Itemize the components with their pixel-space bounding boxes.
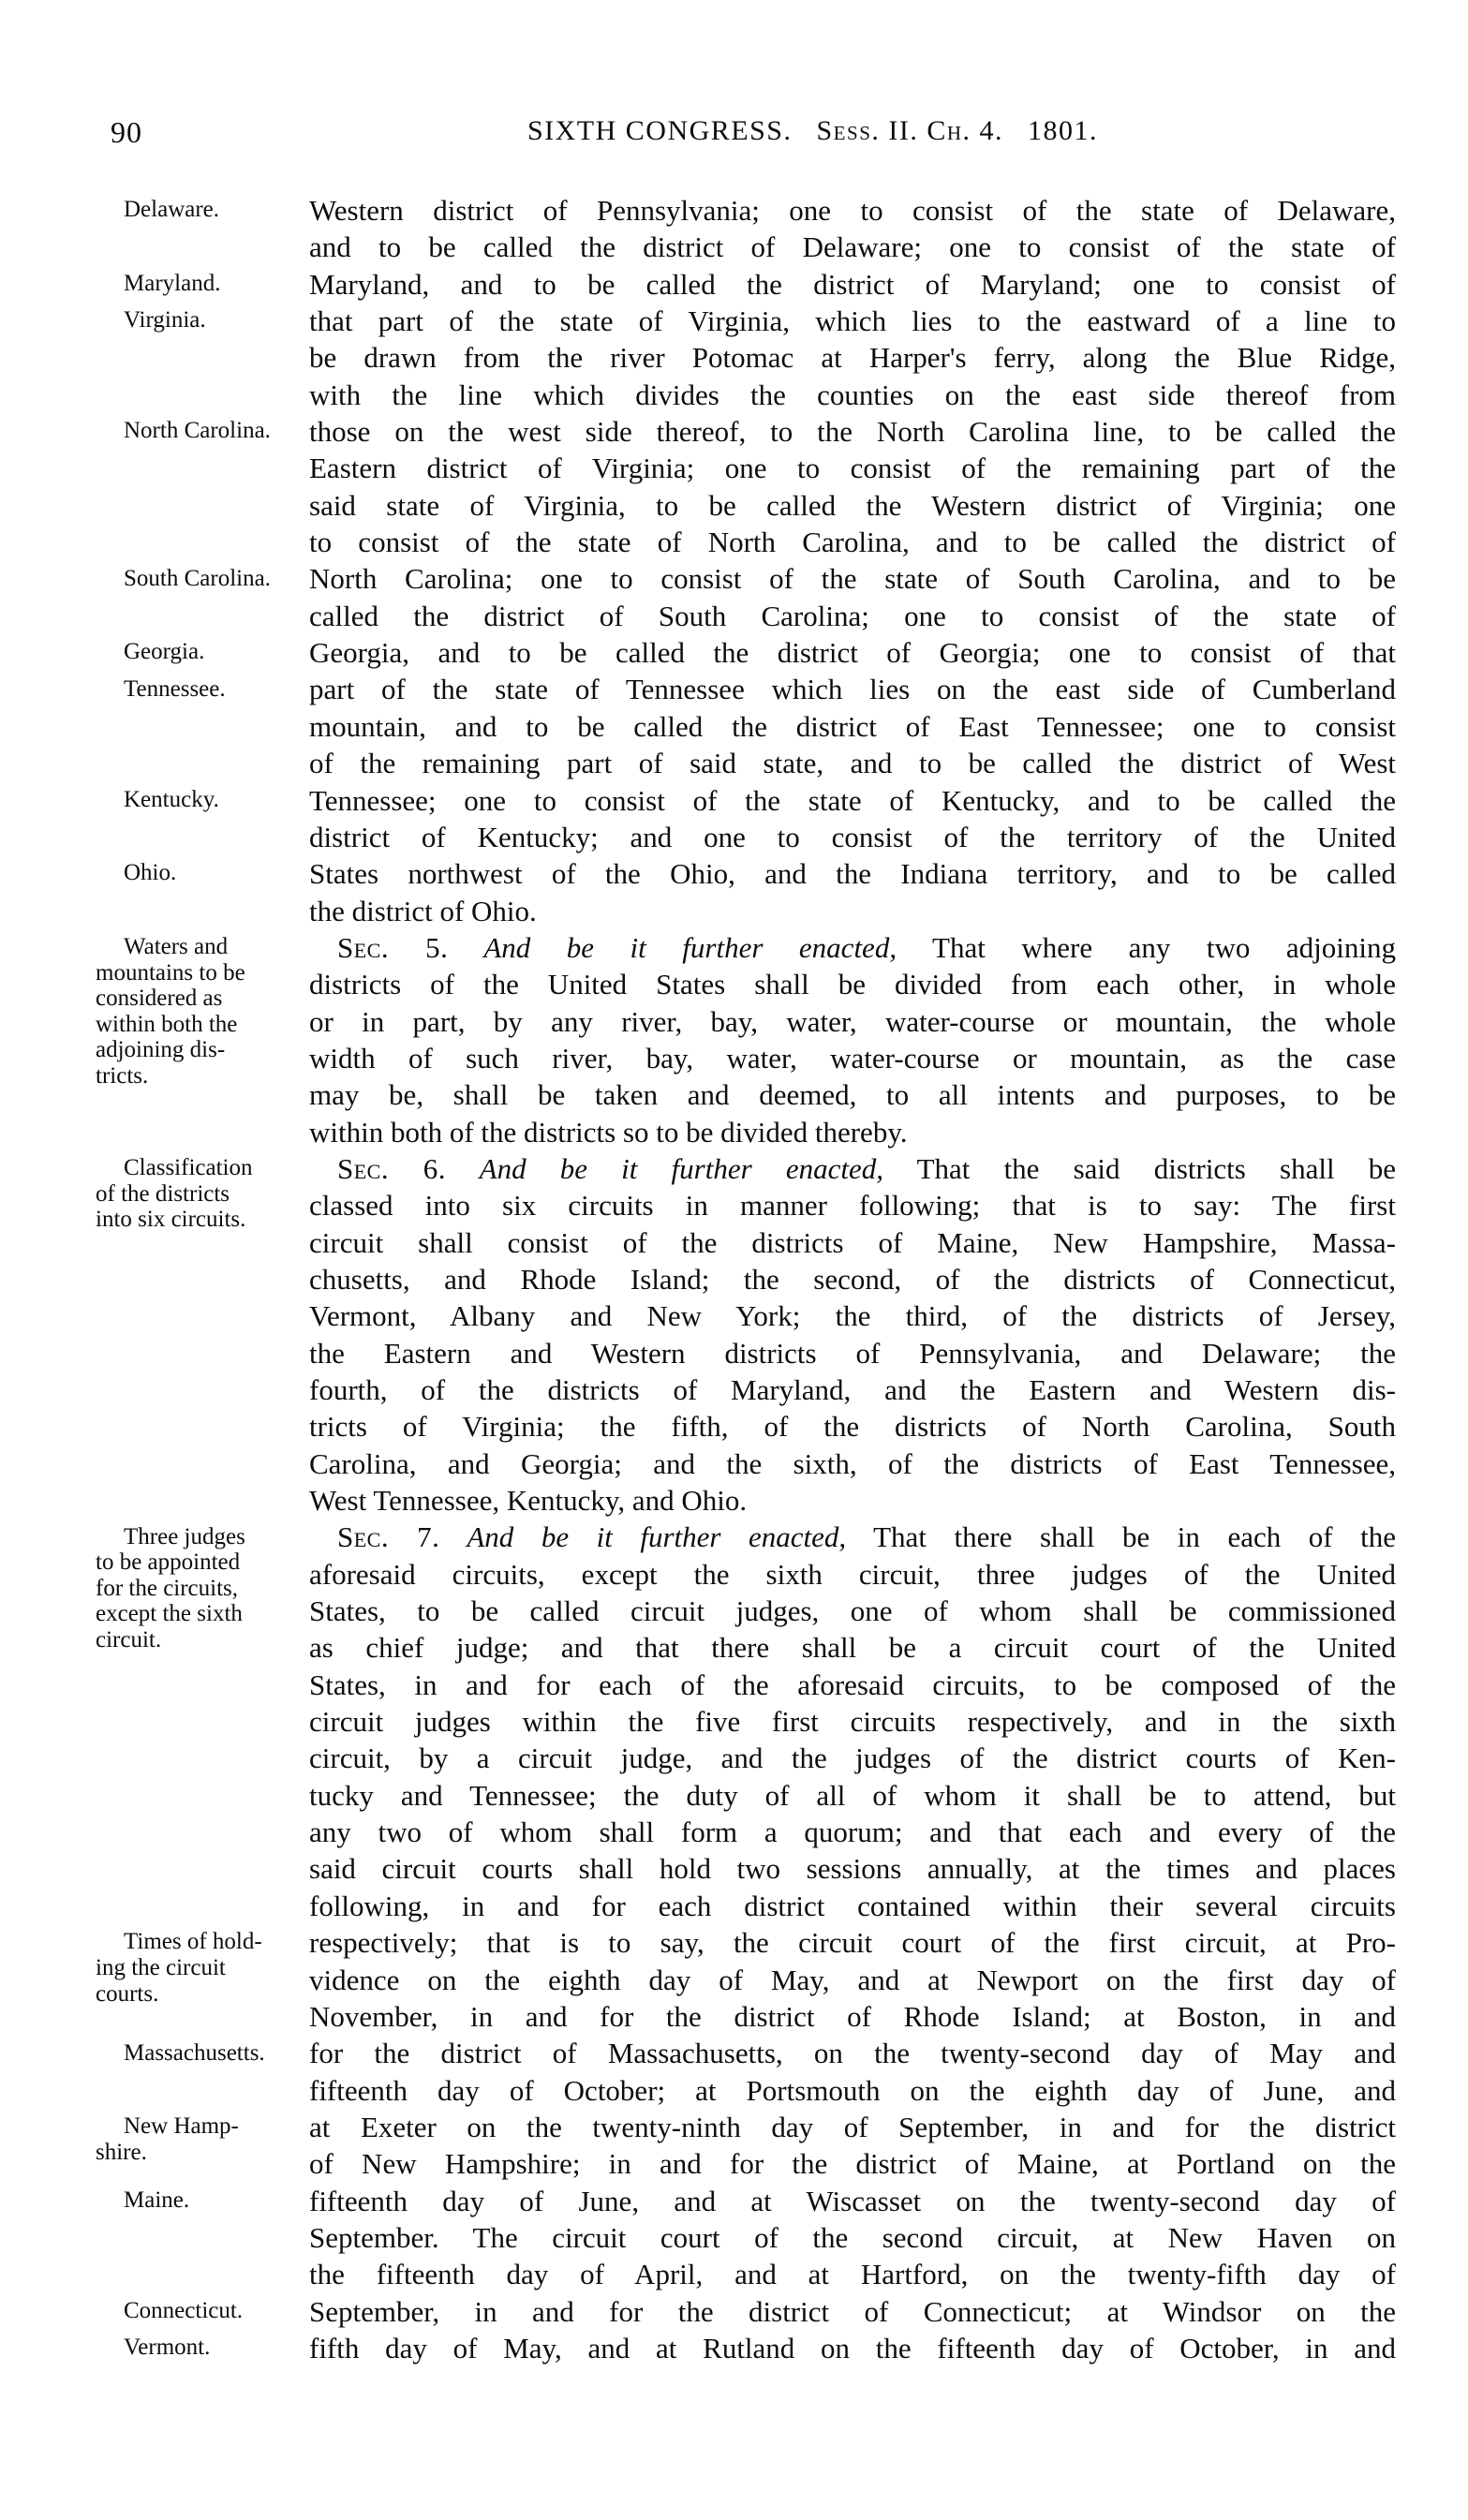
body-line: chusetts, and Rhode Island; the second, of the districts of Connecticut, (309, 1262, 1396, 1296)
margin-note: Virginia. (124, 307, 206, 334)
body-line: the district of Ohio. (309, 894, 537, 927)
body-line: Carolina, and Georgia; and the sixth, of the districts of East Tennessee, (309, 1446, 1396, 1480)
body-line: of New Hampshire; in and for the district of Maine, at Portland on the (309, 2147, 1396, 2181)
body-line (309, 1519, 1396, 1555)
body-line (309, 929, 1396, 966)
body-line: at Exeter on the twenty-ninth day of September, in and for the district (309, 2110, 1396, 2143)
margin-note: Ohio. (124, 860, 177, 886)
body-line: may be, shall be taken and deemed, to all intents and purposes, to be (309, 1078, 1396, 1112)
margin-note: Vermont. (124, 2335, 211, 2361)
margin-note: South Carolina. (124, 565, 271, 591)
body-line: vidence on the eighth day of May, and at Newport on the first day of (309, 1963, 1396, 1996)
body-line: and to be called the district of Delaware; one to consist of the state of (309, 230, 1396, 264)
body-line: circuit, by a circuit judge, and the judges of the district courts of Ken- (309, 1742, 1396, 1775)
body-line (309, 1150, 1396, 1187)
body-text (309, 192, 1396, 2366)
body-line: mountain, and to be called the district of East Tennessee; one to consist (309, 709, 1396, 743)
body-line: tricts of Virginia; the fifth, of the districts of North Carolina, South (309, 1410, 1396, 1444)
body-line: fourth, of the districts of Maryland, and the Eastern and Western dis- (309, 1373, 1396, 1406)
body-line: respectively; that is to say, the circuit court of the first circuit, at Pro- (309, 1926, 1396, 1960)
running-header (309, 114, 1316, 148)
body-line: Eastern district of Virginia; one to consist of the remaining part of the (309, 452, 1396, 485)
body-line: States northwest of the Ohio, and the Indiana territory, and to be called (309, 857, 1396, 891)
body-line: with the line which divides the counties on the east side thereof from (309, 378, 1396, 411)
body-line: following, in and for each district contained within their several circuits (309, 1889, 1396, 1922)
body-line: that part of the state of Virginia, which lies to the eastward of a line to (309, 304, 1396, 338)
body-line: September. The circuit court of the second circuit, at New Haven on (309, 2220, 1396, 2254)
body-line: width of such river, bay, water, water-course or mountain, as the case (309, 1041, 1396, 1075)
body-line: November, in and for the district of Rhode Island; at Boston, in and (309, 1999, 1396, 2033)
margin-note: Kentucky. (124, 786, 219, 812)
body-line: the Eastern and Western districts of Pennsylvania, and Delaware; the (309, 1336, 1396, 1370)
margin-note: Three judges to be appointed for the circuits, except the sixth circuit. (96, 1523, 245, 1653)
body-line: tucky and Tennessee; the duty of all of whom it shall be to attend, but (309, 1778, 1396, 1812)
body-line: States, to be called circuit judges, one of whom shall be commissioned (309, 1594, 1396, 1628)
body-line: said circuit courts shall hold two sessions annually, at the times and places (309, 1852, 1396, 1886)
section-number: Sec. 7. (337, 1520, 440, 1554)
body-line: States, in and for each of the aforesaid circuits, to be composed of the (309, 1668, 1396, 1701)
body-line: or in part, by any river, bay, water, water-course or mountain, the whole (309, 1004, 1396, 1038)
enacting-phrase: And be it further enacted, (448, 930, 897, 964)
margin-note: Tennessee. (124, 675, 226, 702)
body-line: aforesaid circuits, except the sixth circuit, three judges of the United (309, 1557, 1396, 1591)
body-line: be drawn from the river Potomac at Harper's ferry, along the Blue Ridge, (309, 341, 1396, 375)
body-line: of the remaining part of said state, and to be called the district of West (309, 747, 1396, 780)
body-line: fifteenth day of June, and at Wiscasset on the twenty-second day of (309, 2184, 1396, 2217)
body-line: to consist of the state of North Carolina, and to be called the district of (309, 526, 1396, 559)
margin-note: Georgia. (124, 639, 205, 665)
margin-note: New Hamp- shire. (96, 2113, 239, 2165)
body-line: Maryland, and to be called the district of Maryland; one to consist of (309, 267, 1396, 301)
enacting-phrase: And be it further enacted, (439, 1520, 847, 1554)
margin-note: Massachusetts. (124, 2039, 265, 2066)
body-line: West Tennessee, Kentucky, and Ohio. (309, 1484, 748, 1518)
margin-note: North Carolina. (124, 418, 271, 444)
body-line: fifteenth day of October; at Portsmouth on the eighth day of June, and (309, 2073, 1396, 2107)
body-line: North Carolina; one to consist of the state of South Carolina, and to be (309, 562, 1396, 596)
body-line: for the district of Massachusetts, on the twenty-second day of May and (309, 2037, 1396, 2070)
body-line: called the district of South Carolina; one to consist of the state of (309, 599, 1396, 632)
body-line: part of the state of Tennessee which lies on the east side of Cumberland (309, 673, 1396, 706)
body-line: districts of the United States shall be divided from each other, in whole (309, 968, 1396, 1001)
body-run: That where any two adjoining (897, 930, 1396, 964)
running-header-year: 1801. (1028, 115, 1099, 146)
margin-note: Times of hold- ing the circuit courts. (96, 1929, 262, 2007)
body-line: said state of Virginia, to be called the Western district of Virginia; one (309, 488, 1396, 522)
body-line: classed into six circuits in manner following; that is to say: The first (309, 1189, 1396, 1223)
margin-note: Waters and mountains to be considered as within both the adjoining dis- tricts. (96, 934, 245, 1089)
margin-note: Classification of the districts into six circuits. (96, 1155, 253, 1233)
body-line: district of Kentucky; and one to consist of the territory of the United (309, 820, 1396, 853)
body-run: That the said districts shall be (882, 1151, 1397, 1185)
section-number: Sec. 5. (337, 930, 449, 964)
body-line: September, in and for the district of Connecticut; at Windsor on the (309, 2294, 1396, 2328)
enacting-phrase: And be it further enacted, (446, 1151, 883, 1185)
body-line: circuit shall consist of the districts of Maine, New Hampshire, Massa- (309, 1225, 1396, 1259)
body-run: That there shall be in each of the (846, 1520, 1396, 1554)
body-line: the fifteenth day of April, and at Hartford, on the twenty-fifth day of (309, 2258, 1396, 2291)
body-line: those on the west side thereof, to the North Carolina line, to be called the (309, 415, 1396, 449)
page-number: 90 (111, 115, 142, 149)
section-number: Sec. 6. (337, 1151, 447, 1185)
margin-note: Connecticut. (124, 2297, 244, 2323)
margin-note: Delaware. (124, 197, 220, 222)
body-line: Vermont, Albany and New York; the third, of the districts of Jersey, (309, 1299, 1396, 1333)
body-line: as chief judge; and that there shall be a circuit court of the United (309, 1631, 1396, 1665)
body-line: Tennessee; one to consist of the state of Kentucky, and to be called the (309, 783, 1396, 817)
margin-notes (0, 0, 309, 2520)
margin-note: Maryland. (124, 270, 221, 296)
body-line: circuit judges within the five first circuits respectively, and in the sixth (309, 1705, 1396, 1739)
running-header-session: Sess. II. Ch. 4. (816, 115, 1004, 146)
running-header-congress: SIXTH CONGRESS. (526, 115, 793, 146)
body-line: fifth day of May, and at Rutland on the fifteenth day of October, in and (309, 2331, 1396, 2364)
margin-note: Maine. (124, 2186, 190, 2213)
body-line: Western district of Pennsylvania; one to consist of the state of Delaware, (309, 194, 1396, 227)
body-line: Georgia, and to be called the district of Georgia; one to consist of that (309, 636, 1396, 670)
body-line: any two of whom shall form a quorum; and that each and every of the (309, 1816, 1396, 1849)
body-line: within both of the districts so to be divided thereby. (309, 1115, 908, 1149)
